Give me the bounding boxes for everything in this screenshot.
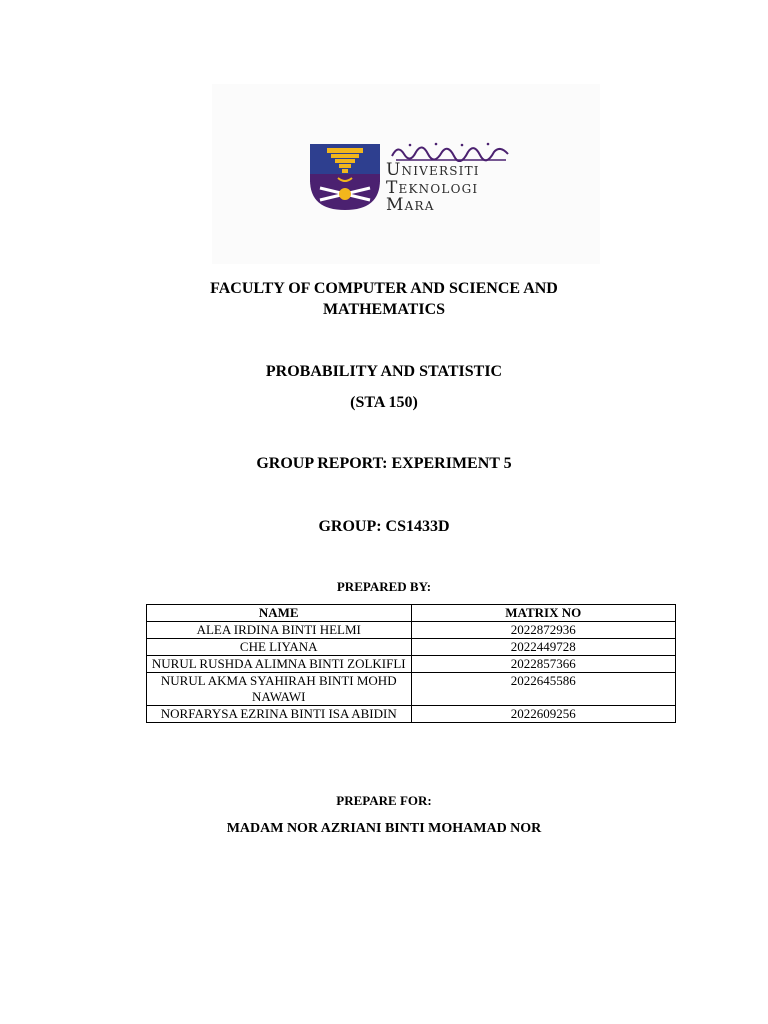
name-column-header: NAME [147, 605, 412, 622]
arabic-script-wordmark [388, 140, 512, 162]
logo-arabic-text: اونيۏرسيتي تيكنولوݢي مار [388, 140, 399, 141]
table-row [147, 639, 676, 656]
logo-line-3: Mara [386, 195, 435, 215]
group-label: GROUP: CS1433D [318, 518, 450, 535]
report-title: GROUP REPORT: EXPERIMENT 5 [256, 455, 512, 472]
table-row [147, 656, 676, 673]
matrix-column-header: MATRIX NO [411, 605, 676, 622]
members-table [146, 604, 676, 723]
prepared-by-label: PREPARED BY: [336, 579, 432, 594]
member-matrix-no: 2022857366 [411, 656, 676, 673]
faculty-heading [0, 278, 768, 320]
prepare-for-label: PREPARE FOR: [336, 793, 432, 808]
university-logo [212, 84, 600, 264]
member-name: ALEA IRDINA BINTI HELMI [147, 622, 412, 639]
lecturer-name: MADAM NOR AZRIANI BINTI MOHAMAD NOR [226, 821, 542, 836]
table-row [147, 706, 676, 723]
member-matrix-no: 2022645586 [411, 673, 676, 706]
faculty-line-1: FACULTY OF COMPUTER AND SCIENCE AND [210, 280, 558, 297]
member-matrix-no: 2022609256 [411, 706, 676, 723]
member-name: NURUL RUSHDA ALIMNA BINTI ZOLKIFLI [147, 656, 412, 673]
member-name: NURUL AKMA SYAHIRAH BINTI MOHD NAWAWI [147, 673, 412, 706]
table-header-row [147, 605, 676, 622]
logo-line-2: Teknologi [386, 178, 479, 198]
faculty-line-2: MATHEMATICS [322, 301, 446, 318]
uitm-emblem-icon [310, 144, 380, 210]
table-row [147, 622, 676, 639]
member-name: NORFARYSA EZRINA BINTI ISA ABIDIN [147, 706, 412, 723]
subject-title: PROBABILITY AND STATISTIC [265, 363, 503, 380]
table-row [147, 673, 676, 706]
member-name: CHE LIYANA [147, 639, 412, 656]
member-matrix-no: 2022449728 [411, 639, 676, 656]
member-matrix-no: 2022872936 [411, 622, 676, 639]
logo-line-1: Universiti [386, 160, 480, 180]
subject-code: (STA 150) [350, 394, 418, 411]
